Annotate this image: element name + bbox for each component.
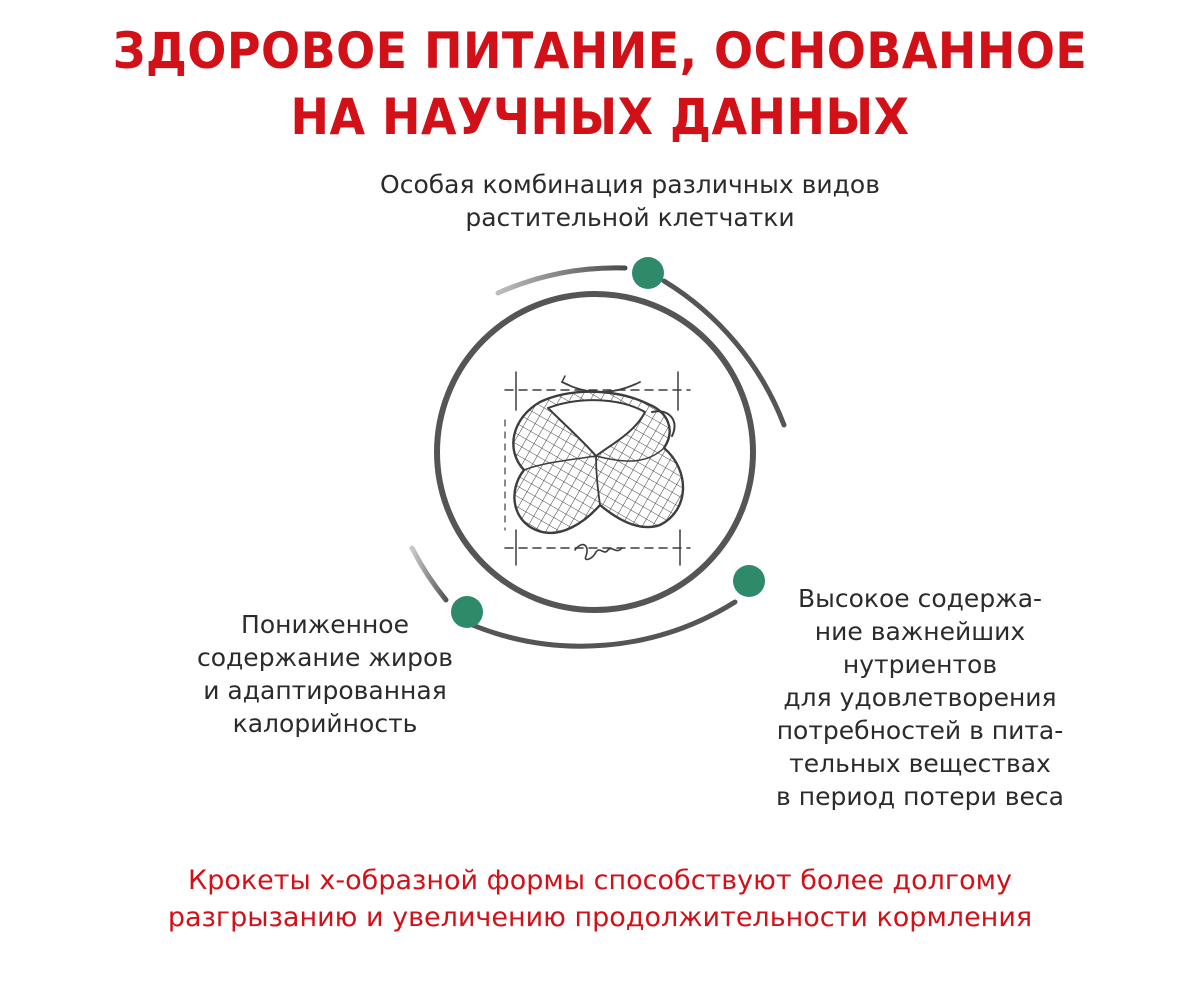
benefit-fat-line-3: и адаптированная: [203, 676, 447, 705]
footer-line-2: разгрызанию и увеличению продолжительности кормления: [167, 902, 1033, 933]
benefit-fiber-line-1: Особая комбинация различных видов: [380, 170, 880, 199]
benefit-nutrients-line-3: нутриентов: [842, 650, 998, 679]
dot-top: [632, 257, 664, 289]
outer-arc-top-left: [498, 268, 625, 293]
title-line-2: НА НАУЧНЫХ ДАННЫХ: [290, 88, 910, 146]
footer-note: [0, 862, 1200, 936]
title-line-1: ЗДОРОВОЕ ПИТАНИЕ, ОСНОВАННОЕ: [112, 22, 1088, 80]
benefit-nutrients-line-7: в период потери веса: [776, 782, 1064, 811]
benefit-nutrients-line-4: для удовлетворения: [783, 683, 1057, 712]
benefit-nutrients-caption: [740, 582, 1100, 813]
benefit-nutrients-line-6: тельных веществах: [789, 749, 1051, 778]
benefit-nutrients-line-1: Высокое содержа-: [797, 584, 1043, 613]
outer-arc-lower-left: [412, 548, 446, 600]
footer-line-1: Крокеты x-образной формы способствуют более долгому: [188, 865, 1012, 896]
benefit-fat-line-2: содержание жиров: [196, 643, 453, 672]
benefit-fiber-line-2: растительной клетчатки: [465, 203, 795, 232]
benefit-fat-line-4: калорийность: [232, 709, 418, 738]
benefit-nutrients-line-5: потребностей в пита-: [776, 716, 1064, 745]
benefit-fat-caption: [160, 608, 490, 740]
benefit-nutrients-line-2: ние важнейших: [814, 617, 1026, 646]
outer-arc-right: [664, 281, 784, 425]
kibble-sketch-icon: [505, 372, 690, 565]
benefit-fat-line-1: Пониженное: [241, 610, 409, 639]
